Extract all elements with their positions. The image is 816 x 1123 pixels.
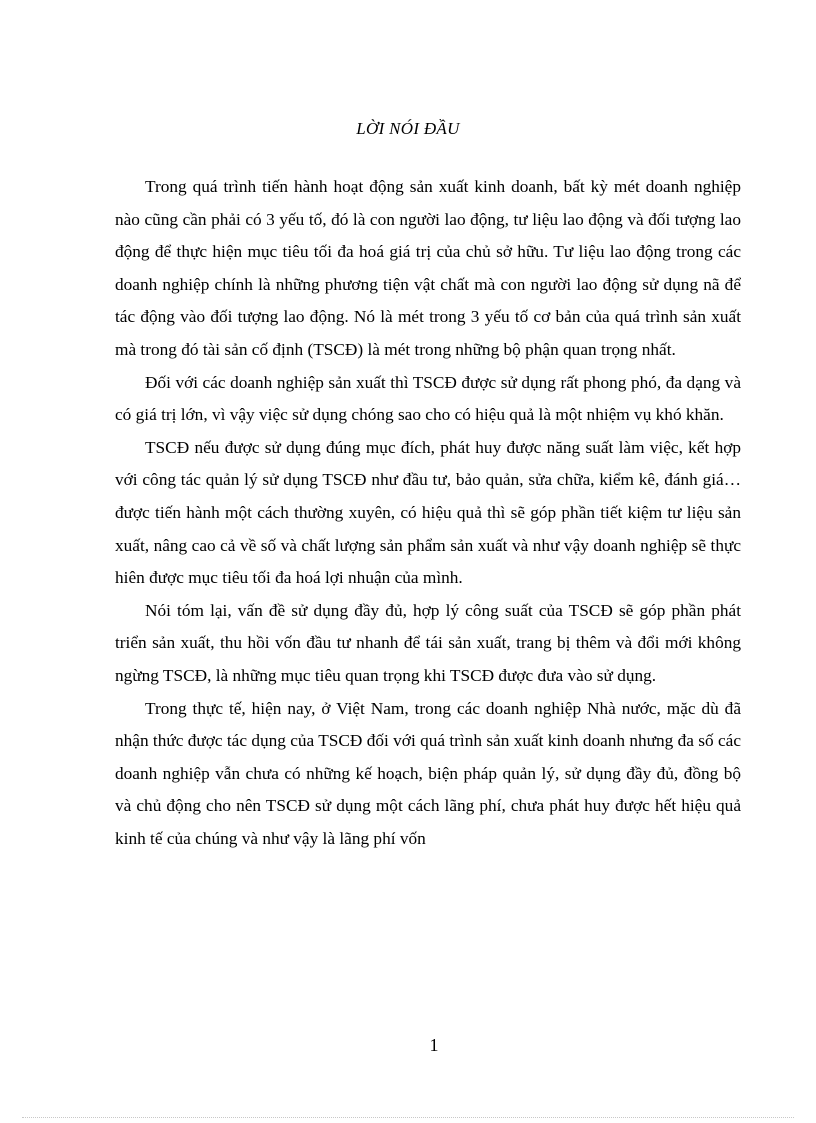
body-text <box>115 171 741 855</box>
paragraph-3: TSCĐ nếu được sử dụng đúng mục đích, phát huy được năng suất làm việc, kết hợp với công tác quản lý sử dụng TSCĐ như đầu tư, bảo quản, sửa chữa, kiểm kê, đánh giá… được tiến hành một cách thường xuyên, có hiệu quả thì sẽ góp phần tiết kiệm tư liệu sản xuất, nâng cao cả về số và chất lượng sản phẩm sản xuất và như vậy doanh nghiệp sẽ thực hiên được mục tiêu tối đa hoá lợi nhuận của mình. <box>115 437 741 588</box>
page-bottom-divider <box>22 1117 794 1118</box>
paragraph-2: Đối với các doanh nghiệp sản xuất thì TSCĐ được sử dụng rất phong phó, đa dạng và có giá trị lớn, vì vậy việc sử dụng chóng sao cho có hiệu quả là một nhiệm vụ khó khăn. <box>115 372 741 425</box>
paragraph-5: Trong thực tế, hiện nay, ở Việt Nam, trong các doanh nghiệp Nhà nước, mặc dù đã nhận thức được tác dụng của TSCĐ đối với quá trình sản xuất kinh doanh nhưng đa số các doanh nghiệp vẫn chưa có những kế hoạch, biện pháp quản lý, sử dụng đầy đủ, đồng bộ và chủ động cho nên TSCĐ sử dụng một cách lãng phí, chưa phát huy được hết hiệu quả kinh tế của chúng và như vậy là lãng phí vốn <box>115 698 741 848</box>
paragraph-1: Trong quá trình tiến hành hoạt động sản xuất kinh doanh, bất kỳ mét doanh nghiệp nào cũng cần phải có 3 yếu tố, đó là con người lao động, tư liệu lao động và đối tượng lao động để thực hiện mục tiêu tối đa hoá giá trị của chủ sở hữu. Tư liệu lao động trong các doanh nghiệp chính là những phương tiện vật chất mà con người lao động sử dụng nã để tác động vào đối tượng lao động. Nó là mét trong 3 yếu tố cơ bản của quá trình sản xuất mà trong đó tài sản cố định (TSCĐ) là mét trong những bộ phận quan trọng nhất. <box>115 177 741 359</box>
page-number: 1 <box>429 1035 439 1055</box>
paragraph-4: Nói tóm lại, vấn đề sử dụng đầy đủ, hợp lý công suất của TSCĐ sẽ góp phần phát triển sản xuất, thu hồi vốn đầu tư nhanh để tái sản xuất, trang bị thêm và đổi mới không ngừng TSCĐ, là những mục tiêu quan trọng khi TSCĐ được đưa vào sử dụng. <box>115 600 741 685</box>
page-title: LỜI NÓI ĐẦU <box>356 119 460 138</box>
